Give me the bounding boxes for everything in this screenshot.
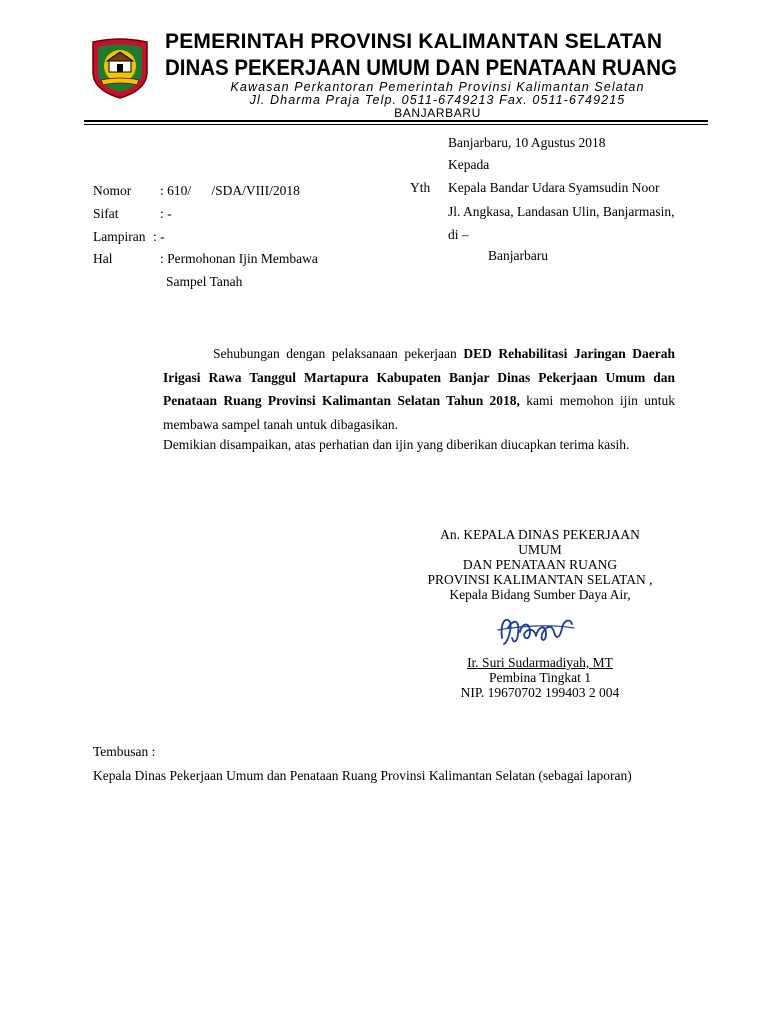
body-paragraph-2: Demikian disampaikan, atas perhatian dan ijin yang diberikan diucapkan terima kasih. [163,437,630,452]
body-p1-a: Sehubungan dengan pelaksanaan pekerjaan [213,346,464,361]
field-value-lampiran: : - [153,229,165,244]
signature-line-2: UMUM [518,542,562,557]
recipient: Kepala Bandar Udara Syamsudin Noor [448,180,660,195]
letterhead-government: PEMERINTAH PROVINSI KALIMANTAN SELATAN [165,30,663,53]
field-value-hal: : Permohonan Ijin Membawa [160,251,318,266]
letterhead-address-line1: Kawasan Perkantoran Pemerintah Provinsi Kalimantan Selatan [230,80,645,94]
field-value-hal-cont: Sampel Tanah [166,274,243,289]
signatory-rank: Pembina Tingkat 1 [488,670,591,685]
body-paragraph-1 [163,342,675,436]
letterhead-rule [84,120,708,122]
recipient-address: Jl. Angkasa, Landasan Ulin, Banjarmasin, [448,204,675,219]
field-label-nomor: Nomor [93,183,132,198]
signature-line-4: PROVINSI KALIMANTAN SELATAN , [427,572,653,587]
field-label-hal: Hal [93,251,113,266]
field-value-nomor: : 610/ /SDA/VIII/2018 [160,183,300,198]
cc-label: Tembusan : [93,744,156,759]
signature-line-1: An. KEPALA DINAS PEKERJAAN [440,527,640,542]
place-date: Banjarbaru, 10 Agustus 2018 [448,135,606,150]
cc-recipient: Kepala Dinas Pekerjaan Umum dan Penataan Ruang Provinsi Kalimantan Selatan (sebagai laporan) [93,768,632,783]
recipient-city: Banjarbaru [488,248,548,263]
signature-title [400,527,680,602]
letterhead-agency: DINAS PEKERJAAN UMUM DAN PENATAAN RUANG [165,55,677,80]
letterhead-address-line2: Jl. Dharma Praja Telp. 0511-6749213 Fax. 0511-6749215 [249,93,626,107]
signatory [400,655,680,700]
signature-line-5: Kepala Bidang Sumber Daya Air, [449,587,631,602]
field-value-sifat: : - [160,206,172,221]
yth-label: Yth [410,180,431,195]
di-label: di – [448,227,469,242]
letterhead-address [170,81,705,107]
signatory-nip: NIP. 19670702 199403 2 004 [460,685,620,700]
signatory-name: Ir. Suri Sudarmadiyah, MT [467,655,613,670]
field-label-sifat: Sifat [93,206,119,221]
to-label: Kepada [448,157,490,172]
field-label-lampiran: Lampiran [93,229,146,244]
body-p1-b: kami memohon ijin untuk membawa sampel tanah untuk dibagasikan. [163,393,675,432]
body-p1-bold: DED Rehabilitasi Jaringan Daerah Irigasi Rawa Tanggul Martapura Kabupaten Banjar Dinas Pekerjaan Umum dan Penataan Ruang Provinsi Kalimantan Selatan Tahun 2018, [163,346,675,408]
signature-line-3: DAN PENATAAN RUANG [462,557,618,572]
provincial-emblem-logo [87,36,153,100]
handwritten-signature [490,608,580,652]
letterhead-rule-thin [84,124,708,125]
letterhead-city: BANJARBARU [394,106,481,120]
